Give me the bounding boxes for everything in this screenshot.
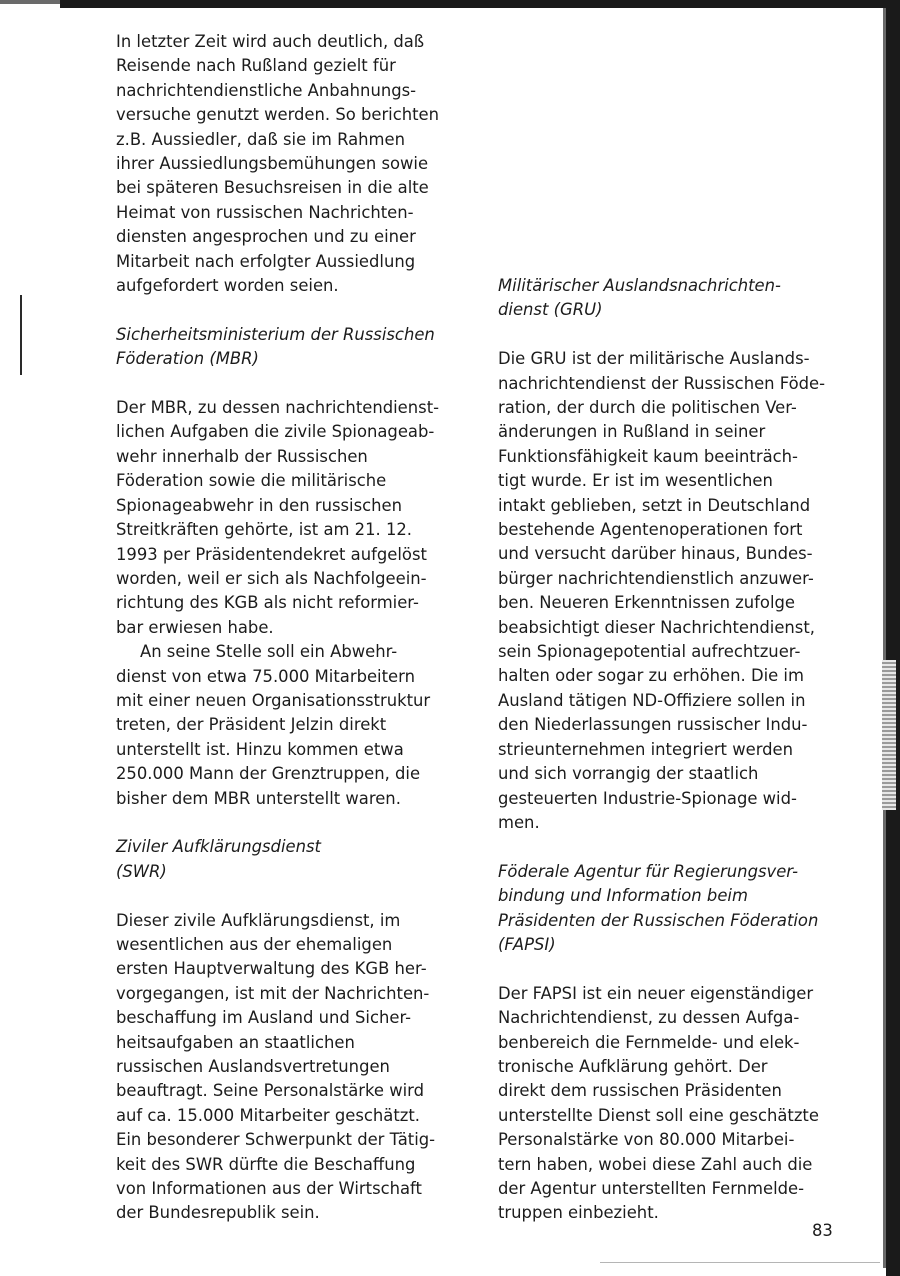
gru-paragraph: Die GRU ist der militärische Auslands- nachrichtendienst der Russischen Föde- ration, der durch die politischen Ver- änderungen in Rußland in seiner Funktionsfähigkeit kaum beeinträch- tigt wurde. Er ist im wesentlichen intakt geblieben, setzt in Deutschland bestehende Agentenoperationen fort und versucht darüber hinaus, Bundes- bürger nachrichtendienstlich anzuwer- ben. Neueren Erkenntnissen zufolge beabsichtigt dieser Nachrichtendienst, sein Spionagepotential aufrechtzuer- halten oder sogar zu erhöhen. Die im Ausland tätigen ND-Offiziere sollen in den Niederlassungen russischer Indu- strieunternehmen integriert werden und sich vorrangig der staatlich gesteuerten Industrie-Spionage wid- men. [498, 349, 826, 832]
scan-edge-right [886, 0, 900, 1276]
right-column [498, 274, 838, 1226]
scan-line-bottom [600, 1262, 880, 1263]
scan-edge-top [60, 0, 898, 8]
spacer [498, 957, 838, 981]
scan-speckle [882, 660, 896, 810]
intro-paragraph: In letzter Zeit wird auch deutlich, daß Reisende nach Rußland gezielt für nachrichtendienstliche Anbahnungs- versuche genutzt werden. So berichten z.B. Aussiedler, daß sie im Rahmen ihrer Aussiedlungsbemühungen sowie bei späteren Besuchsreisen in die alte Heimat von russischen Nachrichten- diensten angesprochen und zu einer Mitarbeit nach erfolgter Aussiedlung aufgefordert worden seien. [116, 32, 440, 296]
left-column [116, 30, 470, 1226]
spacer [116, 811, 470, 835]
spacer [498, 835, 838, 859]
mbr-paragraph-2: An seine Stelle soll ein Abwehr- dienst von etwa 75.000 Mitarbeitern mit einer neuen Organisationsstruktur treten, der Präsident Jelzin direkt unterstellt ist. Hinzu kommen etwa 250.000 Mann der Grenztruppen, die bisher dem MBR unterstellt waren. [116, 642, 431, 808]
scan-mark-left [20, 295, 22, 375]
swr-heading: Ziviler Aufklärungsdienst (SWR) [116, 837, 321, 881]
spacer [498, 323, 838, 347]
page-number: 83 [812, 1221, 833, 1240]
spacer [116, 298, 470, 322]
scan-edge-top-left [0, 0, 60, 4]
fapsi-paragraph: Der FAPSI ist ein neuer eigenständiger Nachrichtendienst, zu dessen Aufga- benbereich die Fernmelde- und elek- tronische Aufklärung gehört. Der direkt dem russischen Präsidenten unterstellte Dienst soll eine geschätzte Personalstärke von 80.000 Mitarbei- tern haben, wobei diese Zahl auch die der Agentur unterstellten Fernmelde- truppen einbezieht. [498, 983, 819, 1223]
gru-heading: Militärischer Auslandsnachrichten- dienst (GRU) [498, 276, 781, 320]
spacer [116, 884, 470, 908]
spacer [116, 372, 470, 396]
fapsi-heading: Föderale Agentur für Regierungsver- bindung und Information beim Präsidenten der Russischen Föderation (FAPSI) [498, 861, 819, 954]
swr-paragraph: Dieser zivile Aufklärungsdienst, im wesentlichen aus der ehemaligen ersten Hauptverwaltung des KGB her- vorgegangen, ist mit der Nachrichten- beschaffung im Ausland und Sicher- heitsaufgaben an staatlichen russischen Auslandsvertretungen beauftragt. Seine Personalstärke wird auf ca. 15.000 Mitarbeiter geschätzt. Ein besonderer Schwerpunkt der Tätig- keit des SWR dürfte die Beschaffung von Informationen aus der Wirtschaft der Bundesrepublik sein. [116, 910, 436, 1223]
mbr-heading: Sicherheitsministerium der Russischen Föderation (MBR) [116, 324, 435, 369]
mbr-paragraph-1: Der MBR, zu dessen nachrichtendienst- lichen Aufgaben die zivile Spionageab- wehr innerhalb der Russischen Föderation sowie die militärische Spionageabwehr in den russischen Streitkräften gehörte, ist am 21. 12. 1993 per Präsidentendekret aufgelöst worden, weil er sich als Nachfolgeein- richtung des KGB als nicht reformier- bar erwiesen habe. [116, 398, 440, 637]
